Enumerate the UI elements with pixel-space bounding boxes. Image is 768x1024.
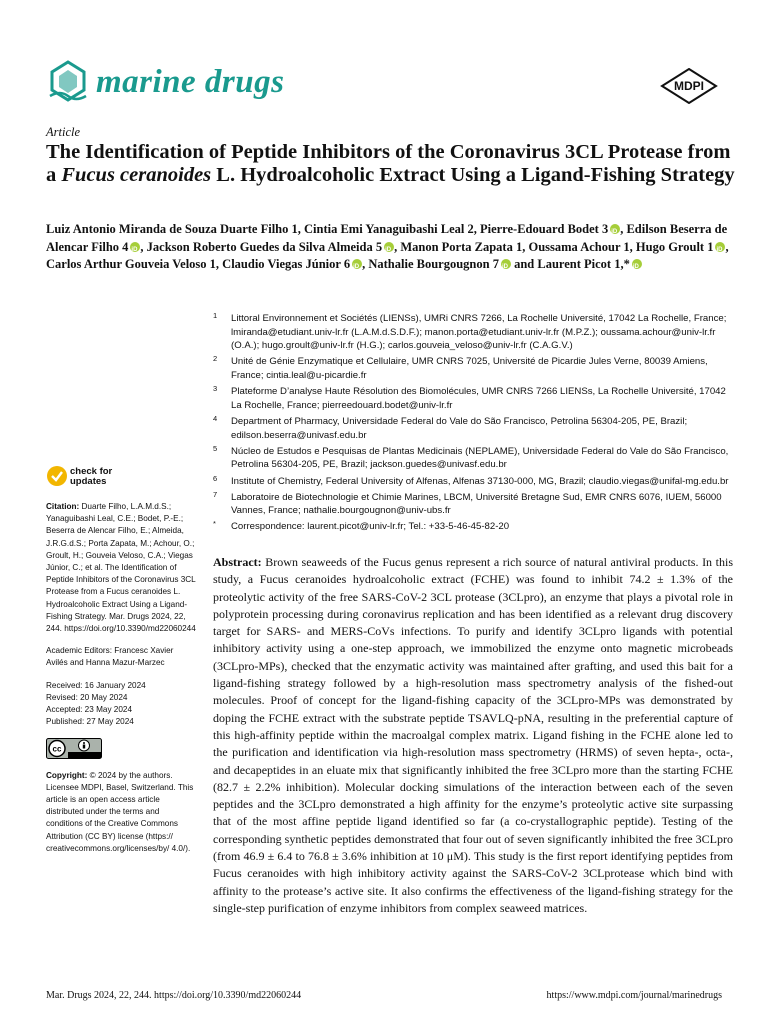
abstract-text: Brown seaweeds of the Fucus genus represent a rich source of natural antiviral products. In this study, a Fucus ceranoides hydroalcoholic extract (FCHE) was found to inhibit 74.2 ± 1.3% of the proteolytic activity of the free SARS-CoV-2 3CL protease (3CLpro), an enzyme that plays a pivotal role in polyprotein processing during coronavirus replication and has been identified as a relevant drug discovery target for SARS- and MERS-CoVs infections. To purify and identify 3CLpro ligands with potential inhibitory activity using a one-step approach, we immobilized the enzyme onto magnetic microbeads (3CLpro-MPs), checked that the enzymatic activity was maintained after grafting, and used this bait for a ligand-fishing strategy followed by a high-resolution mass spectrometry analysis of the fished-out molecules. Proof of concept for the ligand-fishing capacity of the 3CLpro-MPs was demonstrated by doping the FCHE extract with the substrate peptide TSAVLQ-pNA, resulting in the preferential capture of this high-affinity peptide within the macroalgal complex matrix. Ligand fishing in the FCHE alone led to the purification and identification via high-resolution mass spectrometry (HRMS) of seven hepta-, octa-, and decapeptides in an eluate mix that significantly inhibited the free 3CLpro more than the starting FCHE (82.7 ± 2.2% inhibition). Molecular docking simulations of the interaction between each of the seven peptides and the 3CLpro demonstrated a high affinity for the enzyme’s proteolytic active site surpassing that of the most affine peptide ligand identified so far (a co-crystallographic peptide). Testing of the corresponding synthetic peptides demonstrated that four out of seven significantly inhibited the free 3CLpro (from 46.9 ± 6.4 to 76.8 ± 3.6% inhibition at 10 μM). This study is the first report identifying peptides from Fucus ceranoides with high inhibitory activity against the SARS-CoV-2 3CLprotease which bind with affinity to the protease’s active site. It also confirms the effectiveness of the ligand-fishing strategy for the single-step purification of enzyme inhibitors from complex seaweed matrices. [213, 555, 734, 915]
page-footer [46, 990, 722, 1001]
title-species: Fucus ceranoides [61, 164, 212, 186]
dates [46, 680, 196, 729]
sidebar [46, 465, 196, 865]
journal-header [46, 58, 718, 106]
author-text: , Jackson Roberto Guedes da Silva Almeida 5 [140, 239, 383, 254]
author-text: and Laurent Picot 1,* [510, 257, 630, 271]
citation: Citation: Duarte Filho, L.A.M.d.S.; Yanaguibashi Leal, C.E.; Bodet, P.-E.; Beserra de Alencar Filho, E.; Almeida, J.R.G.d.S.; Porta Zapata, M.; Achour, O.; Groult, H.; Gouveia Veloso, C.A.; Viegas Júnior, C.; et al. The Identification of Peptide Inhibitors of the Coronavirus 3CL Protease from a Fucus ceranoides L. Hydroalcoholic Extract Using a Ligand-Fishing Strategy. Mar. Drugs 2024, 22, 244. https://doi.org/10.3390/md22060244 [46, 502, 196, 634]
author-text: , Manon Porta Zapata 1, Oussama Achour 1, Hugo Groult 1 [394, 239, 714, 254]
check-updates-icon [46, 465, 68, 487]
footer-journal-link[interactable]: https://www.mdpi.com/journal/marinedrugs [546, 990, 722, 1001]
orcid-icon[interactable] [610, 224, 620, 234]
journal-name: marine drugs [96, 64, 285, 100]
paper-title [46, 141, 736, 187]
abstract [213, 554, 733, 917]
title-text-2: L. Hydroalcoholic Extract Using a Ligand-Fishing Strategy [211, 164, 735, 186]
author-text: , Nathalie Bourgougnon 7 [362, 257, 499, 271]
orcid-icon[interactable] [384, 242, 394, 252]
mdpi-logo-icon [660, 68, 718, 104]
author-text: , Edilson Beserra de Alencar Filho 4 [46, 222, 728, 254]
updates-label: updates [70, 476, 107, 487]
affiliation-item: 1 Littoral Environnement et Sociétés (LIENSs), UMRi CNRS 7266, La Rochelle Université, 17042 La Rochelle, France; lmiranda@etudiant.univ-lr.fr (L.A.M.d.S.D.F.); manon.porta@etudiant.univ-lr.fr (M.P.Z.); oussama.achour@univ-lr.fr (O.A.); hugo.groult@univ-lr.fr (H.G.); carlos.gouveia_veloso@univ-lr.fr (C.A.G.V.) [213, 311, 727, 352]
orcid-icon[interactable] [352, 259, 362, 269]
author-text: Luiz Antonio Miranda de Souza Duarte Filho 1, Cintia Emi Yanaguibashi Leal 2, Pierre-Edouard Bodet 3 [46, 222, 609, 236]
orcid-icon[interactable] [130, 242, 140, 252]
abstract-label: Abstract: [213, 555, 262, 569]
marine-drugs-logo-icon [46, 60, 90, 104]
author-list [46, 221, 736, 274]
affiliation-item: 6 Institute of Chemistry, Federal University of Alfenas, Alfenas 37130-000, MG, Brazil; claudio.viegas@unifal-mg.edu.br [213, 473, 729, 487]
accepted-date: Accepted: 23 May 2024 [46, 705, 133, 715]
check-for-updates-button[interactable] [46, 465, 196, 493]
published-date: Published: 27 May 2024 [46, 717, 134, 727]
title-text: The Identification of Peptide Inhibitors of the Coronavirus 3CL Protease from a [46, 141, 731, 186]
publisher-name: MDPI [674, 79, 704, 93]
received-date: Received: 16 January 2024 [46, 680, 146, 690]
orcid-icon[interactable] [501, 259, 511, 269]
orcid-icon[interactable] [715, 242, 725, 252]
affiliation-list [213, 312, 733, 537]
revised-date: Revised: 20 May 2024 [46, 692, 128, 702]
check-label: check for [70, 466, 113, 477]
footer-citation: Mar. Drugs 2024, 22, 244. https://doi.org/10.3390/md22060244 [46, 990, 302, 1001]
affiliation-item: 5 Núcleo de Estudos e Pesquisas de Plantas Medicinais (NEPLAME), Universidade Federal do Vale do São Francisco, Petrolina 56304-205, PE, Brazil; jackson.guedes@univasf.edu.br [213, 443, 729, 471]
copyright: Copyright: © 2024 by the authors. Licensee MDPI, Basel, Switzerland. This article is an open access article distributed under the terms and conditions of the Creative Commons Attribution (CC BY) license (https:// creativecommons.org/licenses/by/ 4.0/). [46, 770, 194, 853]
affiliation-item: 7 Laboratoire de Biotechnologie et Chimie Marines, LBCM, Université Bretagne Sud, EMR CNRS 6076, IUEM, 56000 Vannes, France; nathalie.bourgougnon@univ-ubs.fr [213, 489, 722, 517]
academic-editors: Academic Editors: Francesc Xavier Avilés and Hanna Mazur-Marzec [46, 646, 174, 668]
author-text: , Carlos Arthur Gouveia Veloso 1, Claudio Viegas Júnior 6 [46, 239, 729, 271]
article-type: Article [46, 125, 81, 139]
affiliation-item: 4 Department of Pharmacy, Universidade Federal do Vale do São Francisco, Petrolina 56304-205, PE, Brazil; edilson.beserra@univasf.edu.br [213, 413, 688, 441]
orcid-icon[interactable] [632, 259, 642, 269]
affiliation-item: 2 Unité de Génie Enzymatique et Cellulaire, UMR CNRS 7025, Université de Picardie Jules Verne, 80039 Amiens, France; cintia.leal@u-picardie.fr [213, 354, 708, 381]
svg-text:cc: cc [52, 744, 62, 754]
correspondence: * Correspondence: laurent.picot@univ-lr.fr; Tel.: +33-5-46-45-82-20 [213, 519, 510, 533]
affiliation-item: 3 Plateforme D’analyse Haute Résolution des Biomolécules, UMR CNRS 7266 LIENSs, La Rochelle Université, 17042 La Rochelle, France; pierreedouard.bodet@univ-lr.fr [213, 384, 726, 411]
cc-by-license-icon[interactable] [46, 738, 102, 759]
